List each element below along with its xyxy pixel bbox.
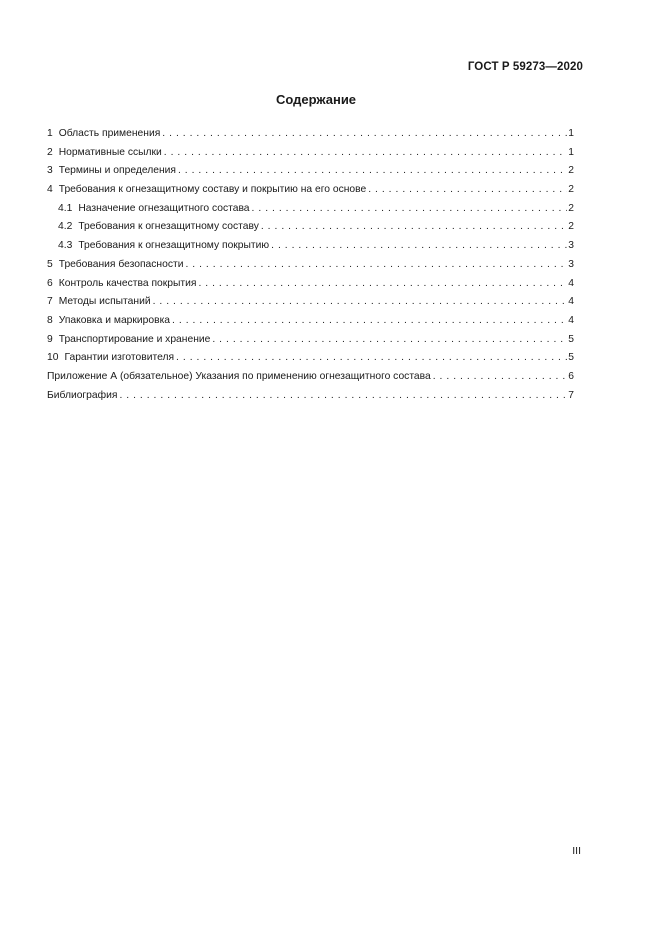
- toc-entry-10[interactable]: [47, 349, 574, 368]
- toc-entry-title: Контроль качества покрытия: [58, 277, 197, 289]
- toc-entry-number: 1: [47, 128, 53, 139]
- toc-leader-dots: [368, 181, 567, 200]
- toc-entry-title: Методы испытаний: [58, 296, 151, 308]
- toc-entry-page: 6: [568, 370, 574, 382]
- document-code: ГОСТ Р 59273—2020: [467, 61, 583, 73]
- toc-entry-title: Транспортирование и хранение: [58, 333, 211, 345]
- toc-entry-page: 2: [568, 202, 574, 214]
- toc-entry-page: 4: [568, 314, 574, 326]
- toc-entry-6[interactable]: [47, 275, 574, 294]
- toc-entry-page: 5: [568, 352, 574, 364]
- toc-leader-dots: [261, 218, 567, 237]
- toc-leader-dots: [271, 237, 567, 256]
- toc-title: Содержание: [275, 92, 357, 107]
- page-number: III: [572, 845, 581, 857]
- toc-leader-dots: [176, 349, 567, 368]
- toc-entry-number: 7: [47, 296, 53, 308]
- toc-entry-title: Требования безопасности: [58, 258, 184, 270]
- table-of-contents: [47, 125, 574, 405]
- toc-entry-title: Приложение А (обязательное) Указания по применению огнезащитного состава: [47, 370, 431, 382]
- toc-leader-dots: [252, 200, 568, 219]
- toc-entry-number: 4.1: [58, 202, 73, 214]
- toc-leader-dots: [153, 293, 568, 312]
- toc-entry-number: 4.3: [58, 240, 73, 252]
- toc-entry-appendix-a[interactable]: [47, 368, 574, 387]
- toc-entry-title: Нормативные ссылки: [58, 146, 162, 158]
- toc-entry-number: 4.2: [58, 221, 73, 233]
- toc-entry-7[interactable]: [47, 293, 574, 312]
- toc-entry-number: 2: [47, 146, 53, 158]
- toc-entry-page: 5: [568, 333, 574, 345]
- toc-leader-dots: [164, 144, 567, 163]
- toc-entry-4-2[interactable]: [47, 218, 574, 237]
- toc-entry-title: Библиография: [47, 389, 118, 401]
- toc-entry-number: 5: [47, 258, 53, 270]
- toc-entry-title: Упаковка и маркировка: [58, 314, 171, 326]
- toc-leader-dots: [433, 368, 568, 387]
- toc-entry-1[interactable]: [47, 125, 574, 144]
- toc-entry-title: Область применения: [58, 128, 161, 139]
- toc-entry-8[interactable]: [47, 312, 574, 331]
- toc-leader-dots: [119, 387, 567, 406]
- toc-leader-dots: [185, 256, 567, 275]
- toc-entry-title: Требования к огнезащитному составу и покрытию на его основе: [58, 184, 367, 196]
- toc-leader-dots: [172, 312, 567, 331]
- toc-entry-9[interactable]: [47, 331, 574, 350]
- toc-entry-page: 3: [568, 240, 574, 252]
- toc-entry-page: 1: [568, 128, 574, 139]
- toc-entry-page: 4: [568, 296, 574, 308]
- toc-entry-title: Требования к огнезащитному составу: [78, 221, 259, 233]
- toc-entry-page: 2: [568, 221, 574, 233]
- toc-entry-title: Термины и определения: [58, 165, 176, 177]
- toc-leader-dots: [212, 331, 567, 350]
- toc-entry-page: 2: [568, 184, 574, 196]
- toc-entry-number: 9: [47, 333, 53, 345]
- toc-entry-page: 4: [568, 277, 574, 289]
- toc-entry-4-3[interactable]: [47, 237, 574, 256]
- toc-entry-5[interactable]: [47, 256, 574, 275]
- toc-entry-page: 2: [568, 165, 574, 177]
- toc-entry-bibliography[interactable]: [47, 387, 574, 406]
- toc-entry-2[interactable]: [47, 144, 574, 163]
- toc-entry-4[interactable]: [47, 181, 574, 200]
- toc-leader-dots: [178, 162, 567, 181]
- toc-entry-number: 3: [47, 165, 53, 177]
- toc-entry-3[interactable]: [47, 162, 574, 181]
- toc-entry-number: 4: [47, 184, 53, 196]
- toc-entry-number: 8: [47, 314, 53, 326]
- toc-leader-dots: [162, 125, 567, 144]
- toc-leader-dots: [198, 275, 567, 294]
- toc-entry-number: 6: [47, 277, 53, 289]
- toc-entry-number: 10: [47, 352, 59, 364]
- toc-entry-page: 3: [568, 258, 574, 270]
- toc-entry-title: Гарантии изготовителя: [64, 352, 175, 364]
- toc-entry-4-1[interactable]: [47, 200, 574, 219]
- toc-entry-title: Требования к огнезащитному покрытию: [78, 240, 270, 252]
- toc-entry-page: 1: [568, 146, 574, 158]
- toc-entry-title: Назначение огнезащитного состава: [78, 202, 250, 214]
- toc-entry-page: 7: [568, 389, 574, 401]
